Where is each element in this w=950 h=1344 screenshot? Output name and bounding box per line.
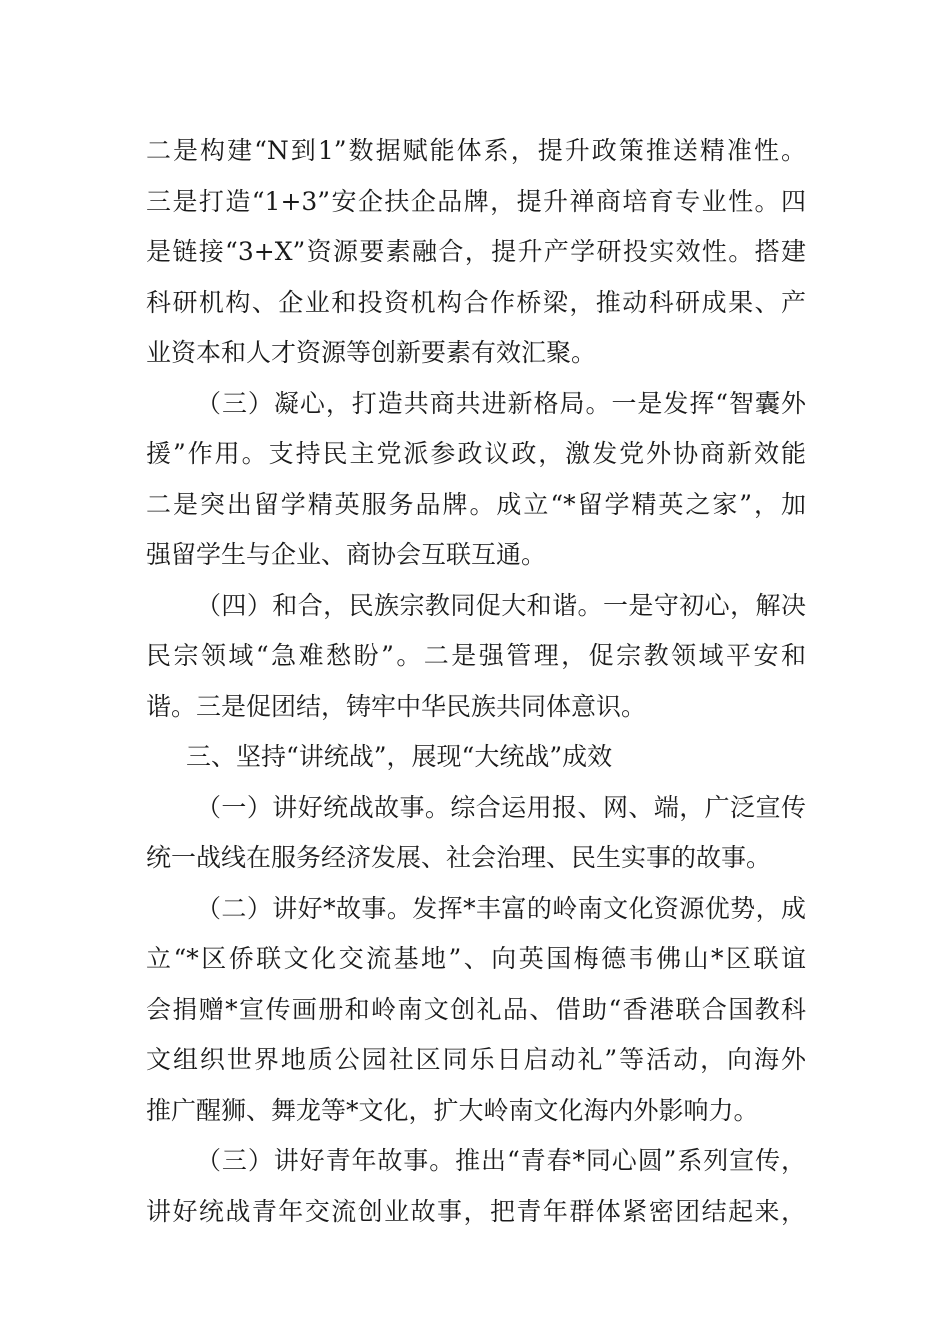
text-line: 文组织世界地质公园社区同乐日启动礼”等活动，向海外 [146,1045,806,1074]
text-line: 强留学生与企业、商协会互联互通。 [146,540,547,569]
text-line: 谐。三是促团结，铸牢中华民族共同体意识。 [146,691,647,721]
text-line: 二是突出留学精英服务品牌。成立“*留学精英之家”，加 [146,489,806,519]
text-line: 业资本和人才资源等创新要素有效汇聚。 [146,338,597,367]
text-line: 是链接“3+X”资源要素融合，提升产学研投实效性。搭建 [146,237,806,266]
text-line: （二）讲好*故事。发挥*丰富的岭南文化资源优势，成 [196,893,806,923]
text-line: 讲好统战青年交流创业故事，把青年群体紧密团结起来， [146,1196,806,1226]
paragraph-6 [146,884,806,1137]
text-line: 会捐赠*宣传画册和岭南文创礼品、借助“香港联合国教科 [146,994,806,1024]
text-line: 二是构建“N到1”数据赋能体系，提升政策推送精准性。 [146,136,806,165]
paragraph-1 [146,126,806,379]
paragraph-3 [146,581,806,733]
text-line: 推广醒狮、舞龙等*文化，扩大岭南文化海内外影响力。 [146,1095,759,1125]
text-line: （三）讲好青年故事。推出“青春*同心圆”系列宣传， [196,1146,806,1175]
heading-line: 三、坚持“讲统战”，展现“大统战”成效 [186,742,613,771]
text-line: 援”作用。支持民主党派参政议政，激发党外协商新效能 [146,439,806,468]
text-line: 科研机构、企业和投资机构合作桥梁，推动科研成果、产 [146,287,806,317]
text-line: 民宗领域“急难愁盼”。二是强管理，促宗教领域平安和 [146,641,806,670]
text-line: （三）凝心，打造共商共进新格局。一是发挥“智囊外 [196,388,806,418]
section-heading [146,732,806,783]
text-line: 统一战线在服务经济发展、社会治理、民生实事的故事。 [146,843,772,872]
document-body [146,126,806,1237]
text-line: 三是打造“1+3”安企扶企品牌，提升禅商培育专业性。四 [146,186,806,216]
paragraph-7 [146,1136,806,1237]
text-line: （四）和合，民族宗教同促大和谐。一是守初心，解决 [196,590,806,620]
paragraph-5 [146,783,806,884]
paragraph-2 [146,379,806,581]
text-line: （一）讲好统战故事。综合运用报、网、端，广泛宣传 [196,792,806,822]
text-line: 立“*区侨联文化交流基地”、向英国梅德韦佛山*区联谊 [146,944,806,973]
